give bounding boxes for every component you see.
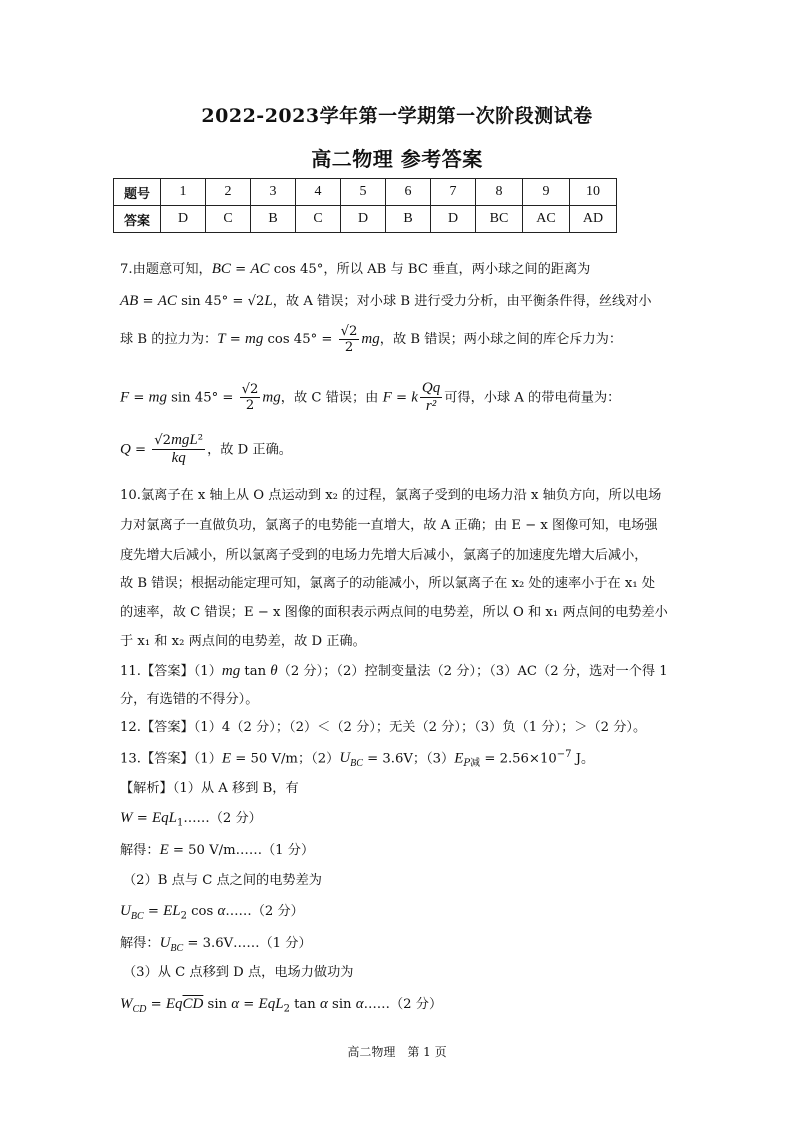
q10-line-2: 力对氯离子一直做负功，氯离子的电势能一直增大，故 A 正确；由 E − x 图像可知，电场强 <box>120 518 658 533</box>
answer-cell: D <box>341 206 386 233</box>
q10-line-1: 10.氯离子在 x 轴上从 O 点运动到 x₂ 的过程，氯离子受到的电场力沿 x 轴负方向，所以电场 <box>120 488 662 503</box>
question-number: 10 <box>570 179 617 206</box>
question-number-row <box>114 179 617 206</box>
question-number: 8 <box>476 179 523 206</box>
question-number: 6 <box>386 179 431 206</box>
q11-line-2: 分，有选错的不得分）。 <box>120 692 259 707</box>
q13-part3-head: （3）从 C 点移到 D 点，电场力做功为 <box>123 965 354 980</box>
question-number: 9 <box>523 179 570 206</box>
q13-solve-ubc: 解得：$U_{BC}$ = 3.6V……（1 分） <box>120 935 312 954</box>
answer-cell: BC <box>476 206 523 233</box>
q12-line: 12.【答案】（1）4（2 分）；（2）＜（2 分）；无关（2 分）；（3）负（1 分）；＞（2 分）。 <box>120 720 647 735</box>
q11-line-1: 11.【答案】（1）mg tan θ（2 分）；（2）控制变量法（2 分）；（3）AC（2 分，选对一个得 1 <box>120 663 668 679</box>
question-number: 4 <box>296 179 341 206</box>
question-number: 5 <box>341 179 386 206</box>
q13-analysis-head: 【解析】（1）从 A 移到 B，有 <box>120 781 299 796</box>
row-label-number: 题号 <box>114 179 161 206</box>
row-label-answer: 答案 <box>114 206 161 233</box>
answer-table <box>113 178 617 233</box>
answer-row <box>114 206 617 233</box>
q10-line-5: 的速率，故 C 错误；E − x 图像的面积表示两点间的电势差，所以 O 和 x₁ 两点间的电势差小 <box>120 605 668 620</box>
answer-cell: AD <box>570 206 617 233</box>
answer-cell: AC <box>523 206 570 233</box>
q13-eq-wcd: $W_{CD} = Eq\overline{CD}$ sin α = EqL$_2$ tan α sin α……（2 分） <box>120 996 443 1015</box>
answer-cell: C <box>296 206 341 233</box>
question-number: 3 <box>251 179 296 206</box>
q7-line-4: F = mg sin 45° = $\frac{√2}{2}$ mg，故 C 错误；由 F = k $\frac{Qq}{\text{r²}}$ 可得，小球 A 的带电荷量为： <box>120 380 621 415</box>
q13-solve-e: 解得：E = 50 V/m……（1 分） <box>120 842 315 858</box>
exam-title: 2022-2023学年第一学期第一次阶段测试卷 <box>201 105 593 127</box>
answer-cell: D <box>161 206 206 233</box>
q13-eq-work-ab: W = EqL$_1$……（2 分） <box>120 810 262 829</box>
q7-line-3: 球 B 的拉力为：T = mg cos 45° = $\frac{√2}{2}$ mg，故 B 错误；两小球之间的库仑斥力为： <box>120 324 623 356</box>
answer-cell: C <box>206 206 251 233</box>
answer-cell: B <box>251 206 296 233</box>
q7-line-5: Q = $\frac{\text{√2mgL²}}{kq}$ ，故 D 正确。 <box>120 432 292 467</box>
question-number: 7 <box>431 179 476 206</box>
q10-line-6: 于 x₁ 和 x₂ 两点间的电势差，故 D 正确。 <box>120 634 366 649</box>
question-number: 2 <box>206 179 251 206</box>
q7-line-1: 7.由题意可知，BC = AC cos 45°，所以 AB 与 BC 垂直，两小球之间的距离为 <box>120 261 591 277</box>
question-number: 1 <box>161 179 206 206</box>
q13-answer-line: 13.【答案】（1）E = 50 V/m；$(2)U_{BC} = 3.6V$；$(3)E_{P减} = 2.56\times 10^{-7}$ J。 <box>120 749 595 770</box>
answer-cell: B <box>386 206 431 233</box>
page-footer: 高二物理 第 1 页 <box>347 1045 447 1059</box>
q13-eq-ubc: $U_{BC} = EL_2$ cos α……（2 分） <box>120 903 304 922</box>
answer-cell: D <box>431 206 476 233</box>
q13-part2-head: （2）B 点与 C 点之间的电势差为 <box>123 873 322 888</box>
q10-line-4: 故 B 错误；根据动能定理可知，氯离子的动能减小，所以氯离子在 x₂ 处的速率小于在 x₁ 处 <box>120 576 656 591</box>
q10-line-3: 度先增大后减小，所以氯离子受到的电场力先增大后减小，氯离子的加速度先增大后减小， <box>120 548 648 563</box>
exam-subtitle: 高二物理 参考答案 <box>311 147 483 171</box>
q7-line-2: AB = AC sin 45° = √2L，故 A 错误；对小球 B 进行受力分析，由平衡条件得，丝线对小 <box>120 293 652 309</box>
